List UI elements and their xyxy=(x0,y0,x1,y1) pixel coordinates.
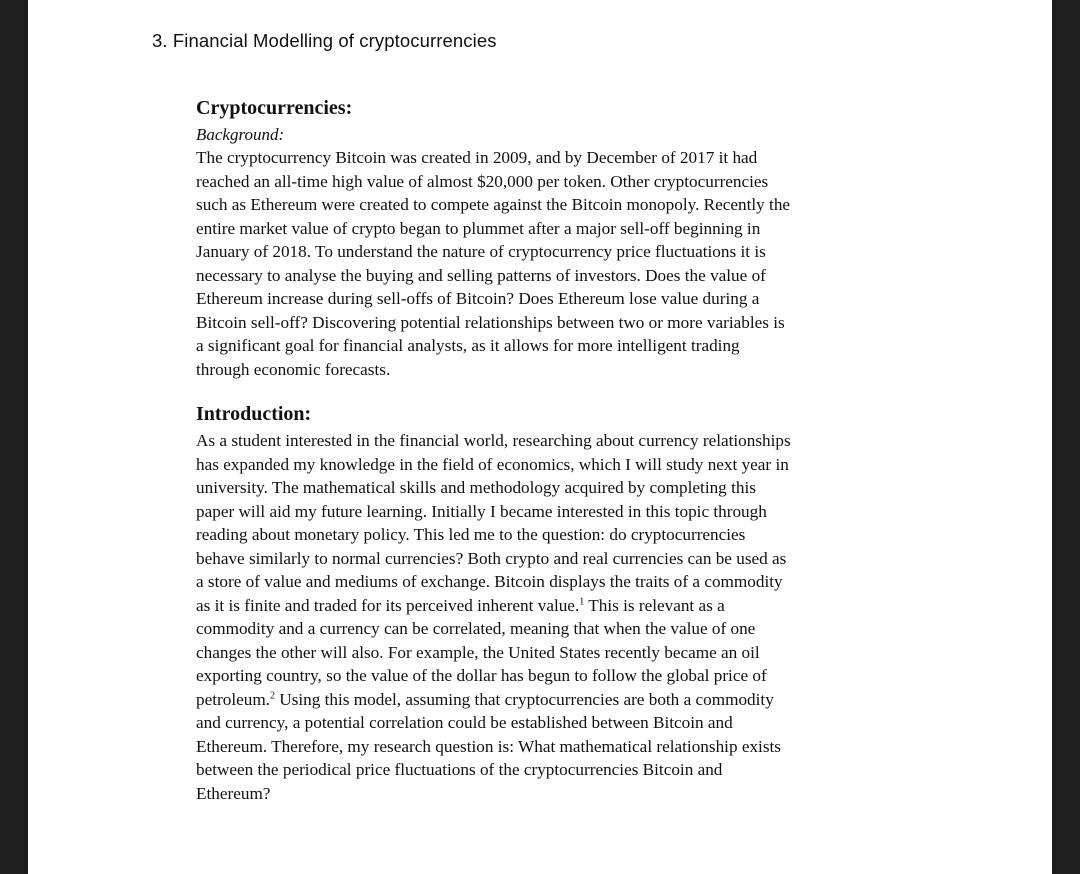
paragraph-line: January of 2018. To understand the nature of cryptocurrency price fluctuations it is xyxy=(196,242,766,261)
section-spacer xyxy=(196,381,896,399)
paragraph-line: Ethereum. Therefore, my research question is: What mathematical relationship exists xyxy=(196,736,781,756)
footnote-marker-2: 2 xyxy=(269,689,275,701)
line-text: as it is finite and traded for its perceived inherent value. xyxy=(196,595,580,615)
document-body xyxy=(196,93,896,805)
paragraph-line: and currency, a potential correlation could be established between Bitcoin and xyxy=(196,713,733,732)
introduction-paragraph xyxy=(196,429,896,805)
paragraph-line: changes the other will also. For example, the United States recently became an oil xyxy=(196,642,760,662)
paragraph-line: university. The mathematical skills and methodology acquired by completing this xyxy=(196,478,756,497)
paragraph-line: reading about monetary policy. This led me to the question: do cryptocurrencies xyxy=(196,525,746,544)
paragraph-line: Ethereum increase during sell-offs of Bitcoin? Does Ethereum lose value during a xyxy=(196,289,760,308)
background-paragraph xyxy=(196,146,896,381)
paragraph-line: exporting country, so the value of the dollar has begun to follow the global price of xyxy=(196,666,767,685)
paragraph-line: such as Ethereum were created to compete against the Bitcoin monopoly. Recently the xyxy=(196,195,791,214)
paragraph-line: necessary to analyse the buying and selling patterns of investors. Does the value of xyxy=(196,265,766,285)
paragraph-line: between the periodical price fluctuations of the cryptocurrencies Bitcoin and xyxy=(196,760,723,779)
line-text: Using this model, assuming that cryptocurrencies are both a commodity xyxy=(274,689,774,709)
section-title-cryptocurrencies: Cryptocurrencies: xyxy=(196,97,353,119)
paragraph-line: commodity and a currency can be correlated, meaning that when the value of one xyxy=(196,619,756,638)
subheading-background: Background: xyxy=(196,125,285,144)
paragraph-line: behave similarly to normal currencies? Both crypto and real currencies can be used as xyxy=(196,548,787,568)
paragraph-line-footnote-2 xyxy=(196,688,896,712)
paragraph-line: through economic forecasts. xyxy=(196,359,391,379)
paragraph-line: Bitcoin sell-off? Discovering potential relationships between two or more variables is xyxy=(196,312,785,332)
section-title-introduction: Introduction: xyxy=(196,403,312,425)
line-text: petroleum. xyxy=(196,689,270,709)
paragraph-line: The cryptocurrency Bitcoin was created in 2009, and by December of 2017 it had xyxy=(196,148,758,167)
paragraph-line: Ethereum? xyxy=(196,783,271,803)
paragraph-line-footnote-1 xyxy=(196,594,896,618)
paragraph-line: entire market value of crypto began to plummet after a major sell-off beginning in xyxy=(196,218,761,238)
paragraph-line: As a student interested in the financial world, researching about currency relationships xyxy=(196,431,791,450)
page-heading: 3. Financial Modelling of cryptocurrencies xyxy=(152,30,497,51)
line-text: This is relevant as a xyxy=(584,595,725,615)
paragraph-line: has expanded my knowledge in the field of economics, which I will study next year in xyxy=(196,454,789,474)
paragraph-line: a store of value and mediums of exchange. Bitcoin displays the traits of a commodity xyxy=(196,572,783,591)
footnote-marker-1: 1 xyxy=(579,595,585,607)
paragraph-line: a significant goal for financial analysts, as it allows for more intelligent trading xyxy=(196,336,740,355)
paragraph-line: paper will aid my future learning. Initially I became interested in this topic through xyxy=(196,501,767,521)
paragraph-line: reached an all-time high value of almost $20,000 per token. Other cryptocurrencies xyxy=(196,171,769,191)
document-page xyxy=(28,0,1052,874)
